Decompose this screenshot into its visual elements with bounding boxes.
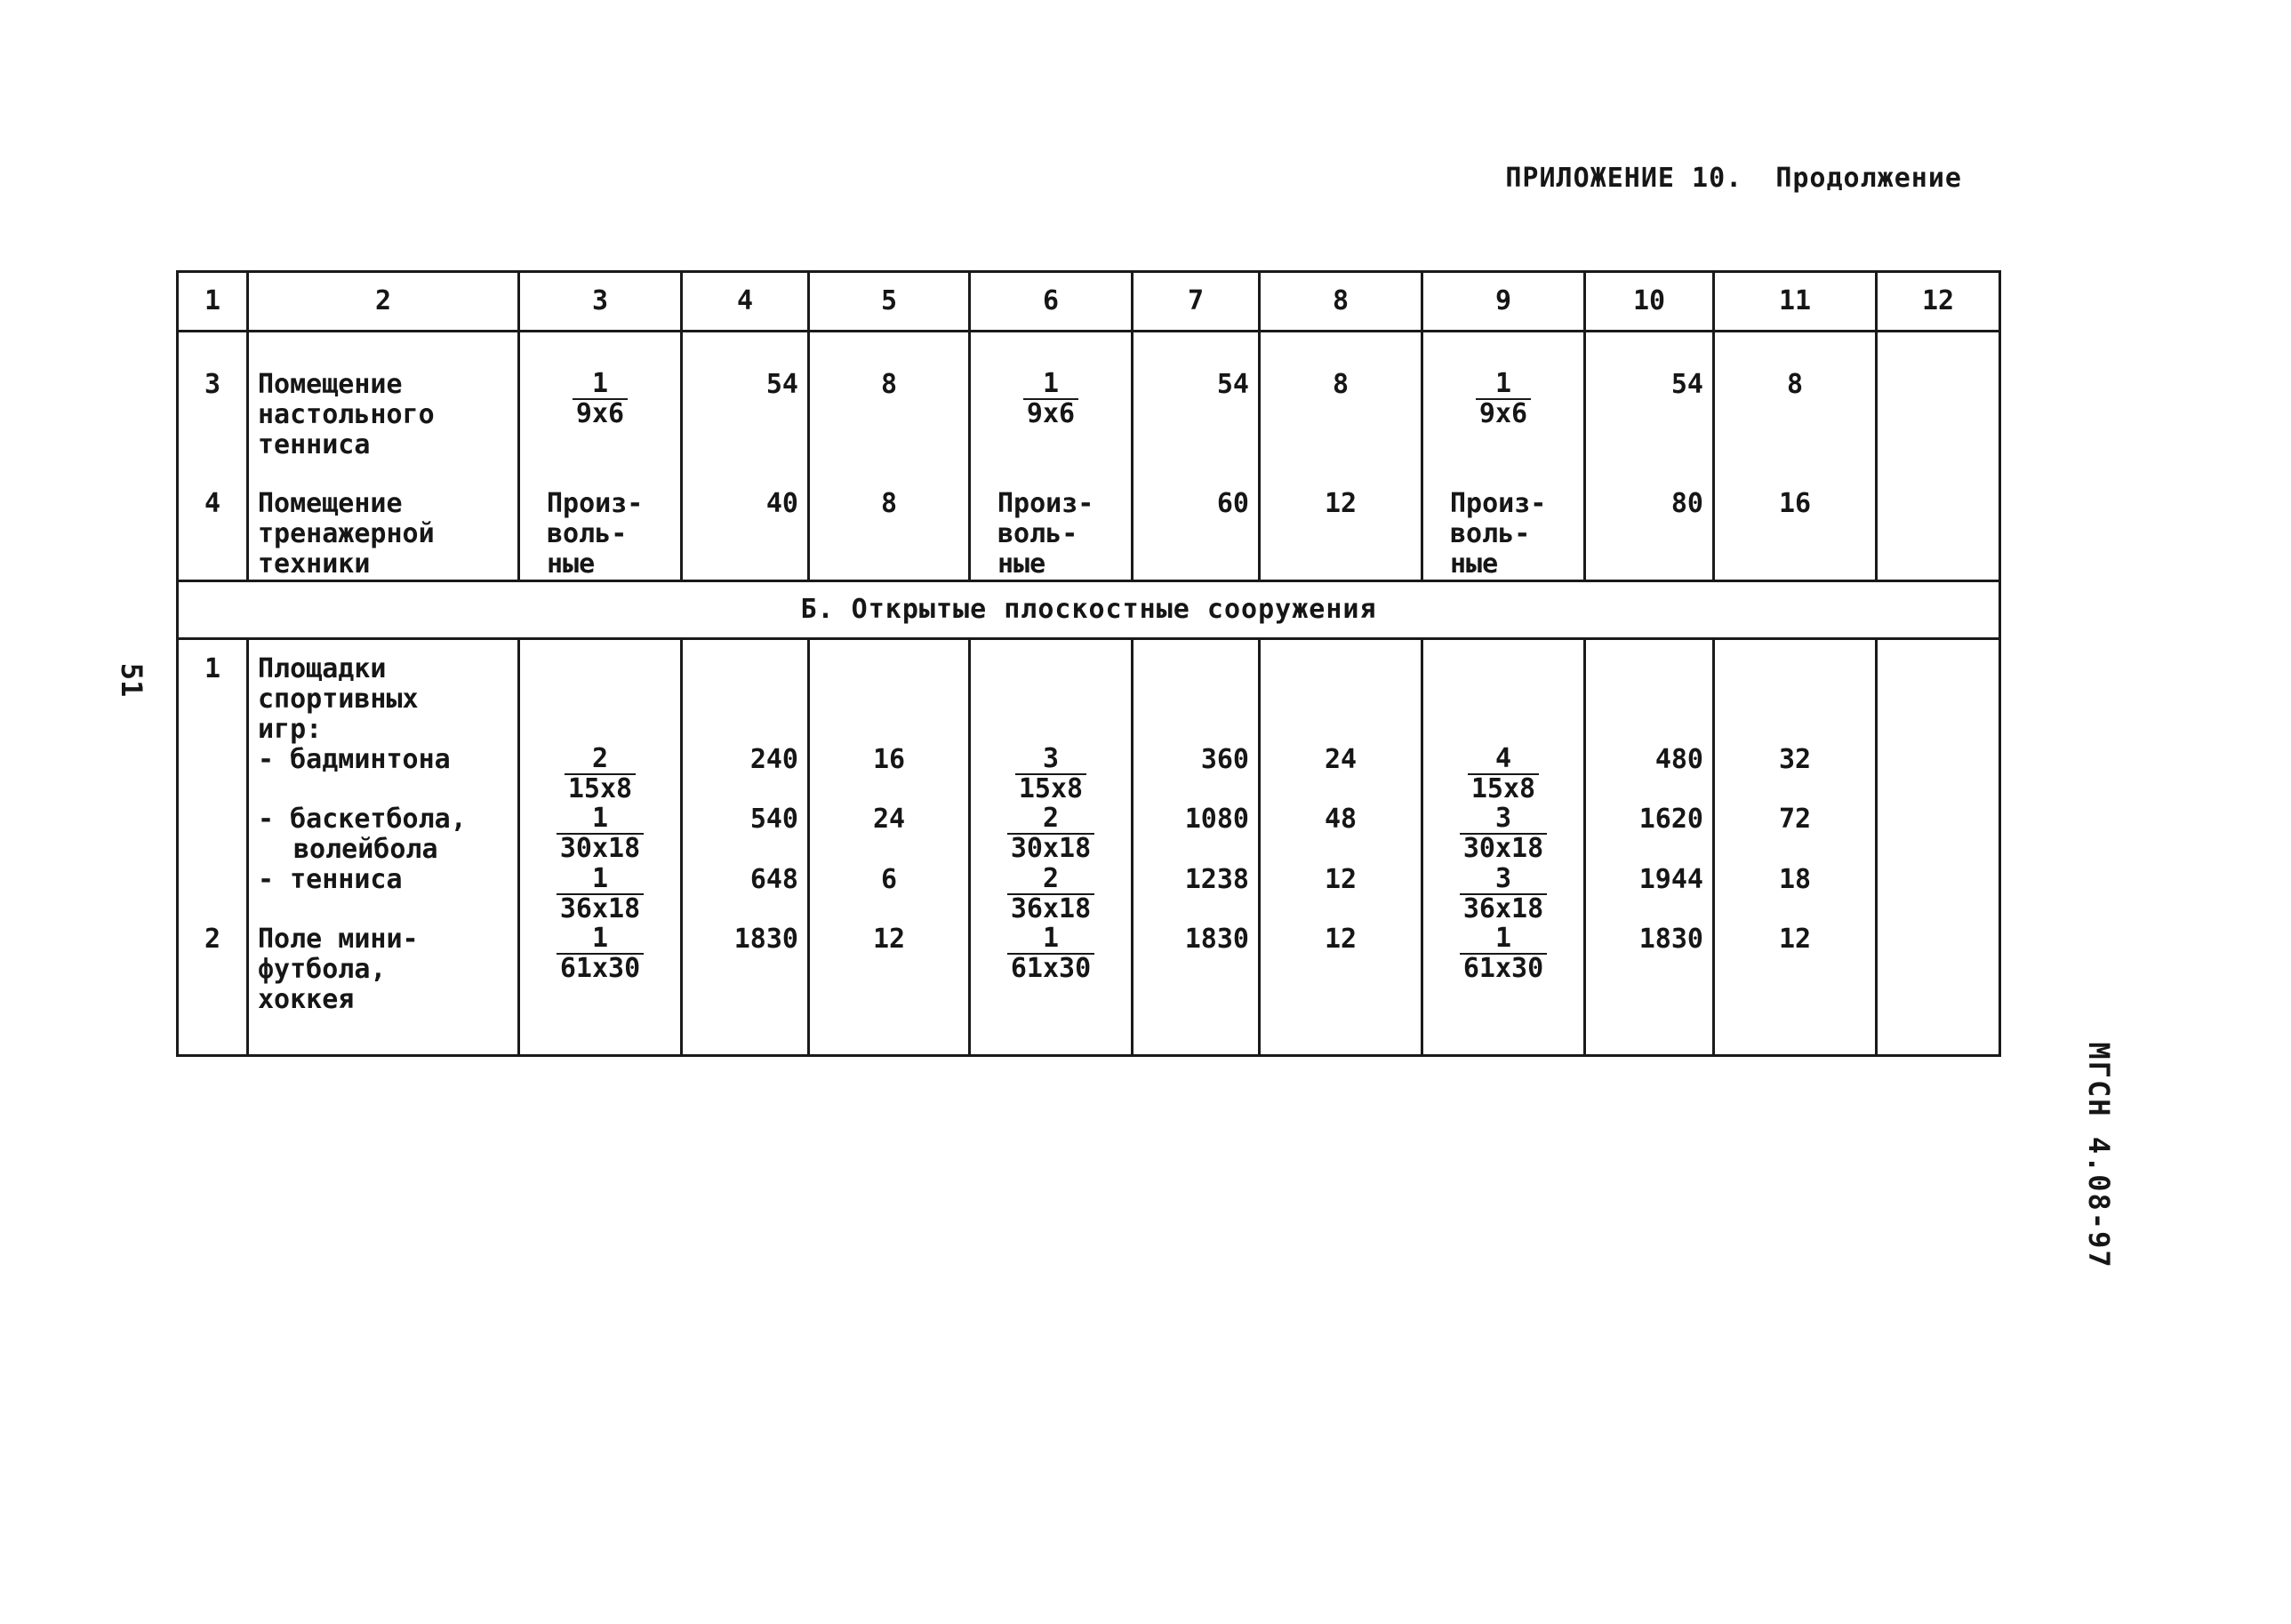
document-reference: МГСН 4.08-97 [2082,1042,2116,1269]
area-cell: 54 [1585,332,1714,461]
capacity-cell: 8 [809,460,970,581]
capacity-cell: 6 [809,865,970,924]
table-row [178,804,2000,865]
capacity-cell: 16 [809,745,970,804]
area-cell: 1620 [1585,804,1714,865]
area-cell: 1830 [682,924,809,1056]
section-row [178,581,2000,639]
capacity-cell: 48 [1260,804,1422,865]
fraction-cell: $\frac{3}{36х18}$ [1422,865,1585,924]
column-number: 12 [1877,272,2000,332]
fraction-cell: $\frac{3}{30х18}$ [1422,804,1585,865]
area-cell: 40 [682,460,809,581]
row-number: 4 [178,460,248,581]
section-title: Б. Открытые плоскостные сооружения [178,581,2000,639]
area-cell: 1944 [1585,865,1714,924]
column-number: 2 [248,272,519,332]
column-number-row [178,272,2000,332]
table-row [178,332,2000,461]
column-number: 7 [1133,272,1260,332]
row-number: 1 [178,639,248,746]
column-number: 10 [1585,272,1714,332]
column-number: 1 [178,272,248,332]
fraction-cell: $\frac{3}{15х8}$ [970,745,1133,804]
capacity-cell: 32 [1714,745,1877,804]
fraction-cell: $\frac{1}{30х18}$ [519,804,682,865]
capacity-cell: 16 [1714,460,1877,581]
area-cell: 1830 [1585,924,1714,1056]
column-number: 11 [1714,272,1877,332]
area-cell: 80 [1585,460,1714,581]
area-cell: 240 [682,745,809,804]
area-cell: 540 [682,804,809,865]
column-number: 4 [682,272,809,332]
norms-table [176,270,2001,1057]
capacity-cell: 8 [1714,332,1877,461]
table-row [178,924,2000,1056]
area-cell: 480 [1585,745,1714,804]
capacity-cell: 12 [809,924,970,1056]
area-cell: 54 [1133,332,1260,461]
column-number: 5 [809,272,970,332]
empty-cell [1877,460,2000,581]
row-number: 2 [178,924,248,1056]
facility-name: - баскетбола, волейбола [248,804,519,865]
facility-name: Помещение настольного тенниса [248,332,519,461]
area-cell: 54 [682,332,809,461]
facility-name: - тенниса [248,865,519,924]
column-number: 3 [519,272,682,332]
arbitrary-size-text: Произ- воль- ные [1422,460,1585,581]
capacity-cell: 72 [1714,804,1877,865]
capacity-cell: 12 [1260,924,1422,1056]
facility-name: Поле мини- футбола, хоккея [248,924,519,1056]
area-cell: 1080 [1133,804,1260,865]
capacity-cell: 12 [1714,924,1877,1056]
fraction-cell: $\frac{1}{9х6}$ [970,332,1133,461]
arbitrary-size-text: Произ- воль- ные [970,460,1133,581]
fraction-cell: $\frac{1}{9х6}$ [1422,332,1585,461]
column-number: 6 [970,272,1133,332]
fraction-cell: $\frac{2}{36х18}$ [970,865,1133,924]
page-number: 51 [115,662,148,698]
fraction-cell: $\frac{1}{9х6}$ [519,332,682,461]
fraction-cell: $\frac{1}{61х30}$ [970,924,1133,1056]
table-row [178,639,2000,746]
facility-group-name: Площадки спортивных игр: [248,639,519,746]
arbitrary-size-text: Произ- воль- ные [519,460,682,581]
capacity-cell: 18 [1714,865,1877,924]
area-cell: 648 [682,865,809,924]
capacity-cell: 12 [1260,460,1422,581]
table-row [178,460,2000,581]
fraction-cell: $\frac{1}{61х30}$ [519,924,682,1056]
area-cell: 1238 [1133,865,1260,924]
fraction-cell: $\frac{4}{15х8}$ [1422,745,1585,804]
capacity-cell: 24 [809,804,970,865]
capacity-cell: 8 [809,332,970,461]
continuation-label: Продолжение [1775,163,1962,194]
appendix-label: ПРИЛОЖЕНИЕ 10. [1505,163,1743,194]
capacity-cell: 12 [1260,865,1422,924]
capacity-cell: 8 [1260,332,1422,461]
column-number: 8 [1260,272,1422,332]
capacity-cell: 24 [1260,745,1422,804]
page-header [1505,163,1962,194]
area-cell: 360 [1133,745,1260,804]
fraction-cell: $\frac{2}{30х18}$ [970,804,1133,865]
area-cell: 1830 [1133,924,1260,1056]
fraction-cell: $\frac{1}{61х30}$ [1422,924,1585,1056]
empty-cell [1877,332,2000,461]
column-number: 9 [1422,272,1585,332]
row-number: 3 [178,332,248,461]
facility-name: - бадминтона [248,745,519,804]
table-row [178,865,2000,924]
area-cell: 60 [1133,460,1260,581]
fraction-cell: $\frac{2}{15х8}$ [519,745,682,804]
fraction-cell: $\frac{1}{36х18}$ [519,865,682,924]
table-row [178,745,2000,804]
facility-name: Помещение тренажерной техники [248,460,519,581]
